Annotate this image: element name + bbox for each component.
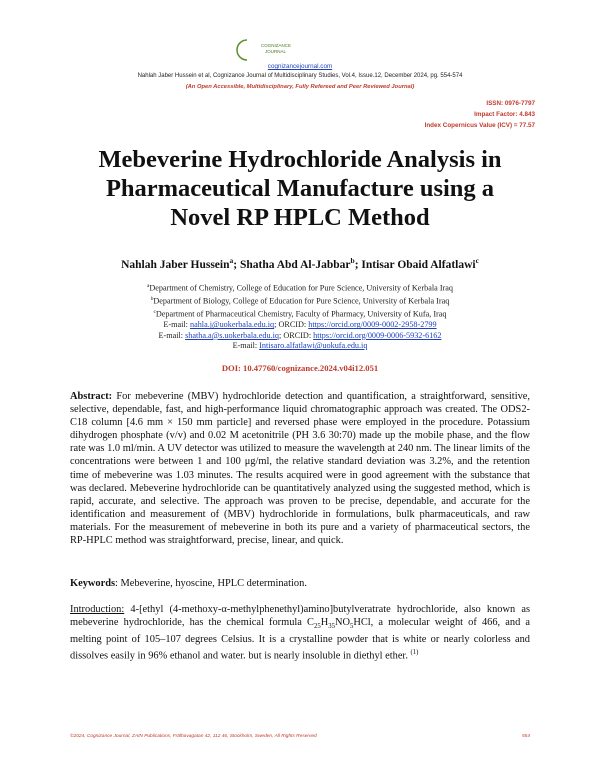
email-line <box>0 331 600 341</box>
author-name: Shatha Abd Al-Jabbar <box>239 258 351 271</box>
title-line: Mebeverine Hydrochloride Analysis in <box>98 146 502 173</box>
affiliation-sup: c <box>153 309 156 316</box>
keywords <box>70 577 530 590</box>
affiliations <box>0 281 600 352</box>
doi[interactable]: DOI: 10.47760/cognizance.2024.v04i12.051 <box>221 363 379 373</box>
issn: ISSN: 0976-7797 <box>486 100 535 107</box>
email-link[interactable]: shatha.a@s.uokerbala.edu.iq <box>185 330 280 340</box>
email-line <box>0 341 600 351</box>
abstract <box>70 390 530 547</box>
author-sup: c <box>475 256 479 265</box>
affiliation-line <box>0 294 600 307</box>
logo-text-bottom: JOURNAL <box>265 49 287 54</box>
author-name: Nahlah Jaber Hussein <box>121 258 230 271</box>
formula-part: NO <box>334 617 350 629</box>
author-list <box>0 256 600 271</box>
orcid-link[interactable]: https://orcid.org/0009-0002-2958-2799 <box>308 320 437 330</box>
affiliation-text: Department of Chemistry, College of Education for Pure Science, University of Kerbala Iraq <box>149 283 454 293</box>
affiliation-sup: b <box>150 296 154 303</box>
author-sup: a <box>229 256 234 265</box>
affiliation-text: Department of Biology, College of Education for Pure Science, University of Kerbala Iraq <box>153 296 450 306</box>
email-label: E-mail: <box>163 320 190 330</box>
impact-factor: Impact Factor: 4.843 <box>474 111 535 118</box>
keywords-text: : Mebeverine, hyoscine, HPLC determination. <box>115 578 307 589</box>
affiliation-sup: a <box>146 283 150 289</box>
page-number: 554 <box>521 734 530 739</box>
keywords-label: Keywords <box>70 578 116 589</box>
orcid-link[interactable]: https://orcid.org/0009-0006-5932-6162 <box>313 330 442 340</box>
intro-text: 4-[ethyl (4-methoxy-α-methylphenethyl)amino]butylveratrate hydrochloride, also known as mebeverine hydrochloride, has the chemical formula C <box>70 604 530 629</box>
email-link[interactable]: Intisaro.alfatlawi@uokufa.edu.iq <box>259 341 368 351</box>
email-label: E-mail: <box>232 341 260 351</box>
reference-marker: (1) <box>410 649 419 657</box>
title-line: Novel RP HPLC Method <box>170 204 430 231</box>
orcid-label: ; ORCID: <box>274 320 309 330</box>
intro-label: Introduction: <box>70 604 125 615</box>
footer-copyright: ©2024, Cognizance Journal, ZAIN Publications, Frälhavagatan 42, 112 46, Stockholm, Sweden, All Rights Reserved <box>70 734 317 739</box>
email-link[interactable]: nahla.j@uokerbala.edu.iq <box>189 320 275 330</box>
formula-sub: 25 <box>313 623 321 631</box>
paper-title <box>0 145 600 232</box>
abstract-text: For mebeverine (MBV) hydrochloride detection and quantification, a straightforward, sensitive, selective, dependable, fast, and high-performance liquid chromatographic approach was created. The ODS2-C18 column [4.6 mm × 150 mm particle] and reversed phase were employed in the procedure. Potassium dihydrogen phosphate (v/v) and 0.02 M acetonitrile (PH 3.6 30:70) made up the mobile phase, and the flow rate was 1.0 ml/min. A UV detector was utilized to measure the wavelength at 240 nm. The linear limits of the concentrations were between 1 and 100 μg/ml, the relative standard deviation was 3.2%, and the retention time of mebeverine was 1.03 minutes. The results acquired were in good agreement with the substance that was declared. Mebeverine hydrochloride can be quantitatively analyzed using the suggested method, which is rapid, accurate, and selective. The approach was proven to be precise, dependable, and accurate for the identification and measurement of (MBV) hydrochloride in formulations, bulk pharmaceuticals, and raw materials. For the measurement of mebeverine in both its pure and a variety of pharmaceutical sectors, the RP-HPLC method was straightforward, precise, linear, and quick. <box>70 391 530 547</box>
formula-part: H <box>320 617 329 629</box>
formula-sub: 5 <box>349 623 354 631</box>
author-separator: ; <box>233 258 240 271</box>
journal-tagline: (An Open Accessible, Multidisciplinary, Fully Refereed and Peer Reviewed Journal) <box>185 84 415 90</box>
affiliation-text: Department of Pharmaceutical Chemistry, Faculty of Pharmacy, University of Kufa, Iraq <box>155 310 447 320</box>
affiliation-line <box>0 307 600 320</box>
author-name: Intisar Obaid Alfatlawi <box>361 258 476 271</box>
author-sup: b <box>350 256 355 265</box>
logo-text-top: COGNIZANCE <box>261 43 291 48</box>
introduction <box>70 603 530 663</box>
author-separator: ; <box>354 258 362 271</box>
email-label: E-mail: <box>158 330 186 340</box>
footer <box>70 734 530 739</box>
orcid-label: ; ORCID: <box>279 330 314 340</box>
formula-sub: 35 <box>328 623 335 631</box>
icv-value: Index Copernicus Value (ICV) = 77.57 <box>424 122 535 129</box>
affiliation-line <box>0 281 600 294</box>
citation-line: Nahlah Jaber Hussein et al, Cognizance Journal of Multidisciplinary Studies, Vol.4, Issue.12, December 2024, pg. 554-574 <box>137 73 463 79</box>
email-line <box>0 320 600 330</box>
title-line: Pharmaceutical Manufacture using a <box>105 175 495 202</box>
journal-site-link[interactable]: cognizancejournal.com <box>267 63 333 70</box>
intro-text: HCl, a molecular weight of 466, and a melting point of 105–107 degrees Celsius. It is a crystalline powder that is white or nearly colorless and dissolves easily in 96% ethanol and water. but is nearly insoluble in diethyl ether. <box>70 617 530 662</box>
abstract-label: Abstract: <box>70 391 113 402</box>
